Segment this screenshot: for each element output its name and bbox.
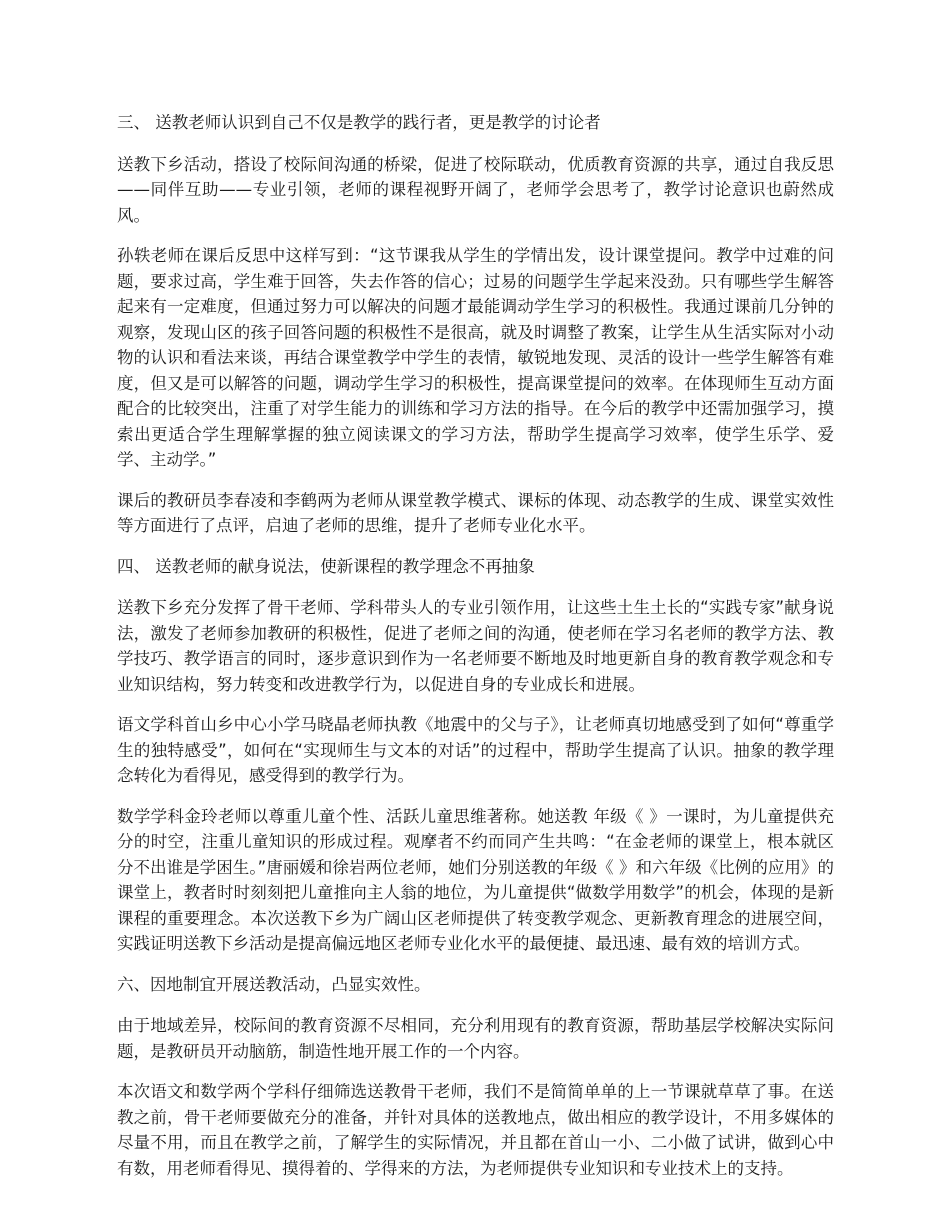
paragraph-sunyi-reflection: 孙轶老师在课后反思中这样写到：“这节课我从学生的学情出发，设计课堂提问。教学中过难的问题，要求过高，学生难于回答，失去作答的信心；过易的问题学生学起来没劲。只有哪些学生解答起来有一定难度，但通过努力可以解决的问题才最能调动学生学习的积极性。我通过课前几分钟的观察，发现山区的孩子回答问题的积极性不是很高，就及时调整了教案，让学生从生活实际对小动物的认识和看法来谈，再结合课堂教学中学生的表情，敏锐地发现、灵活的设计一些学生解答有难度，但又是可以解答的问题，调动学生学习的积极性，提高课堂提问的效率。在体现师生互动方面配合的比较突出，注重了对学生能力的训练和学习方法的指导。在今后的教学中还需加强学习，摸索出更适合学生理解掌握的独立阅读课文的学习方法，帮助学生提高学习效率，使学生乐学、爱学、主动学。” [117, 246, 834, 469]
paragraph-math-lesson: 数学学科金玲老师以尊重儿童个性、活跃儿童思维著称。她送教 年级《 》一课时，为儿童提供充分的时空，注重儿童知识的形成过程。观摩者不约而同产生共鸣：“在金老师的课堂上，根本就区分不出谁是学困生。”唐丽媛和徐岩两位老师，她们分别送教的年级《 》和六年级《比例的应用》的课堂上，教者时时刻刻把儿童推向主人翁的地位，为儿童提供“做数学用数学”的机会，体现的是新课程的重要理念。本次送教下乡为广阔山区老师提供了转变教学观念、更新教育理念的进展空间，实践证明送教下乡活动是提高偏远地区老师专业化水平的最便捷、最迅速、最有效的培训方式。 [117, 806, 834, 953]
paragraph-regional-differences: 由于地域差异，校际间的教育资源不尽相同，充分利用现有的教育资源，帮助基层学校解决实际问题，是教研员开动脑筋，制造性地开展工作的一个内容。 [117, 1016, 834, 1061]
paragraph-exchange-bridge: 送教下乡活动，搭设了校际间沟通的桥梁，促进了校际联动，优质教育资源的共享，通过自我反思——同伴互助——专业引领，老师的课程视野开阔了，老师学会思考了，教学讨论意识也蔚然成风。 [117, 154, 834, 225]
section-heading-4: 四、 送教老师的献身说法，使新课程的教学理念不再抽象 [117, 556, 535, 576]
section-heading-3: 三、 送教老师认识到自己不仅是教学的践行者，更是教学的讨论者 [117, 113, 601, 132]
paragraph-teacher-selection: 本次语文和数学两个学科仔细筛选送教骨干老师，我们不是简简单单的上一节课就草草了事。在送教之前，骨干老师要做充分的准备，并针对具体的送教地点，做出相应的教学设计，不用多媒体的尽量不用，而且在教学之前，了解学生的实际情况，并且都在首山一小、二小做了试讲，做到心中有数，用老师看得见、摸得着的、学得来的方法，为老师提供专业知识和专业技术上的支持。 [117, 1082, 834, 1178]
paragraph-researcher-review: 课后的教研员李春凌和李鹤两为老师从课堂教学模式、课标的体现、动态教学的生成、课堂实效性等方面进行了点评，启迪了老师的思维，提升了老师专业化水平。 [117, 490, 834, 535]
section-heading-6: 六、因地制宜开展送教活动，凸显实效性。 [117, 974, 431, 994]
paragraph-chinese-lesson: 语文学科首山乡中心小学马晓晶老师执教《地震中的父与子》，让老师真切地感受到了如何“尊重学生的独特感受”，如何在“实现师生与文本的对话”的过程中，帮助学生提高了认识。抽象的教学理念转化为看得见，感受得到的教学行为。 [117, 715, 834, 785]
paragraph-expert-leadership: 送教下乡充分发挥了骨干老师、学科带头人的专业引领作用，让这些土生土长的“实践专家”献身说法，激发了老师参加教研的积极性，促进了老师之间的沟通，使老师在学习名老师的教学方法、教学技巧、教学语言的同时，逐步意识到作为一名老师要不断地及时地更新自身的教育教学观念和专业知识结构，努力转变和改进教学行为，以促进自身的专业成长和进展。 [117, 598, 834, 694]
